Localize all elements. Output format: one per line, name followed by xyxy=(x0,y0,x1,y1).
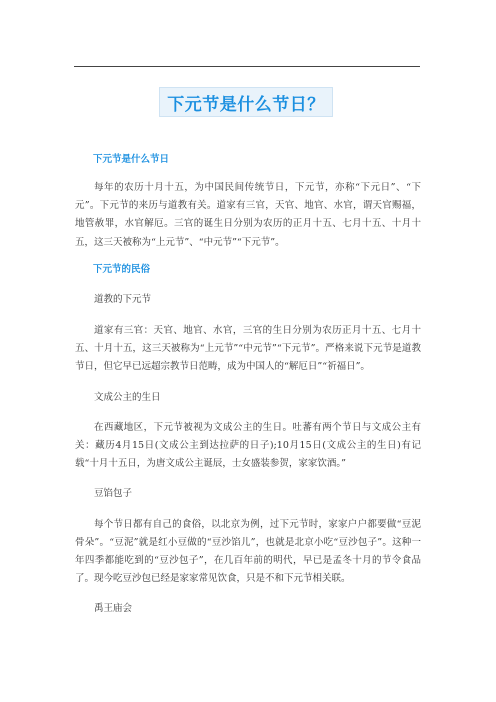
paragraph: 每年的农历十月十五，为中国民间传统节日，下元节，亦称“下元日”、“下元”。下元节的来历与道教有关。道家有三官，天官、地官、水官，谓天官赐福，地管赦罪，水官解厄。三官的诞生日分别为农历的正月十五、七月十五、十月十五，这三天被称为“上元节”、“中元节”“下元节”。 xyxy=(75,182,421,248)
title-banner xyxy=(159,87,333,117)
paragraph: 每个节日都有自己的食俗，以北京为例，过下元节时，家家户户都要做“豆泥骨朵”。“豆泥”就是红小豆做的“豆沙馅儿”，也就是北京小吃“豆沙包子”。这种一年四季都能吃到的“豆沙包子”，在几百年前的明代，早已是孟冬十月的节令食品了。现今吃豆沙包已经是家家常见饮食，只是不和下元节相关联。 xyxy=(75,518,421,585)
subheading: 道教的下元节 xyxy=(94,293,152,305)
subheading: 豆馅包子 xyxy=(94,488,133,500)
page-title: 下元节是什么节日？ xyxy=(167,94,325,115)
section-heading: 下元节的民俗 xyxy=(93,263,151,275)
article-body xyxy=(75,142,421,619)
section-heading: 下元节是什么节日 xyxy=(93,154,170,165)
subheading: 文成公主的生日 xyxy=(94,391,161,403)
top-divider xyxy=(74,66,420,67)
paragraph: 在西藏地区，下元节被视为文成公主的生日。吐蕃有两个节日与文成公主有关：藏历4月15日(文成公主到达拉萨的日子);10月15日(文成公主的生日)有记载“十月十五日，为唐文成公主诞辰，士女盛装参贺，家家饮酒。” xyxy=(75,421,421,470)
paragraph: 道家有三官：天官、地官、水官，三官的生日分别为农历正月十五、七月十五、十月十五，这三天被称为“上元节”“中元节”“下元节”。严格来说下元节是道教节日，但它早已远超宗教节日范畴，成为中国人的“解厄日”“祈福日”。 xyxy=(75,325,421,373)
subheading: 禹王庙会 xyxy=(94,603,133,615)
